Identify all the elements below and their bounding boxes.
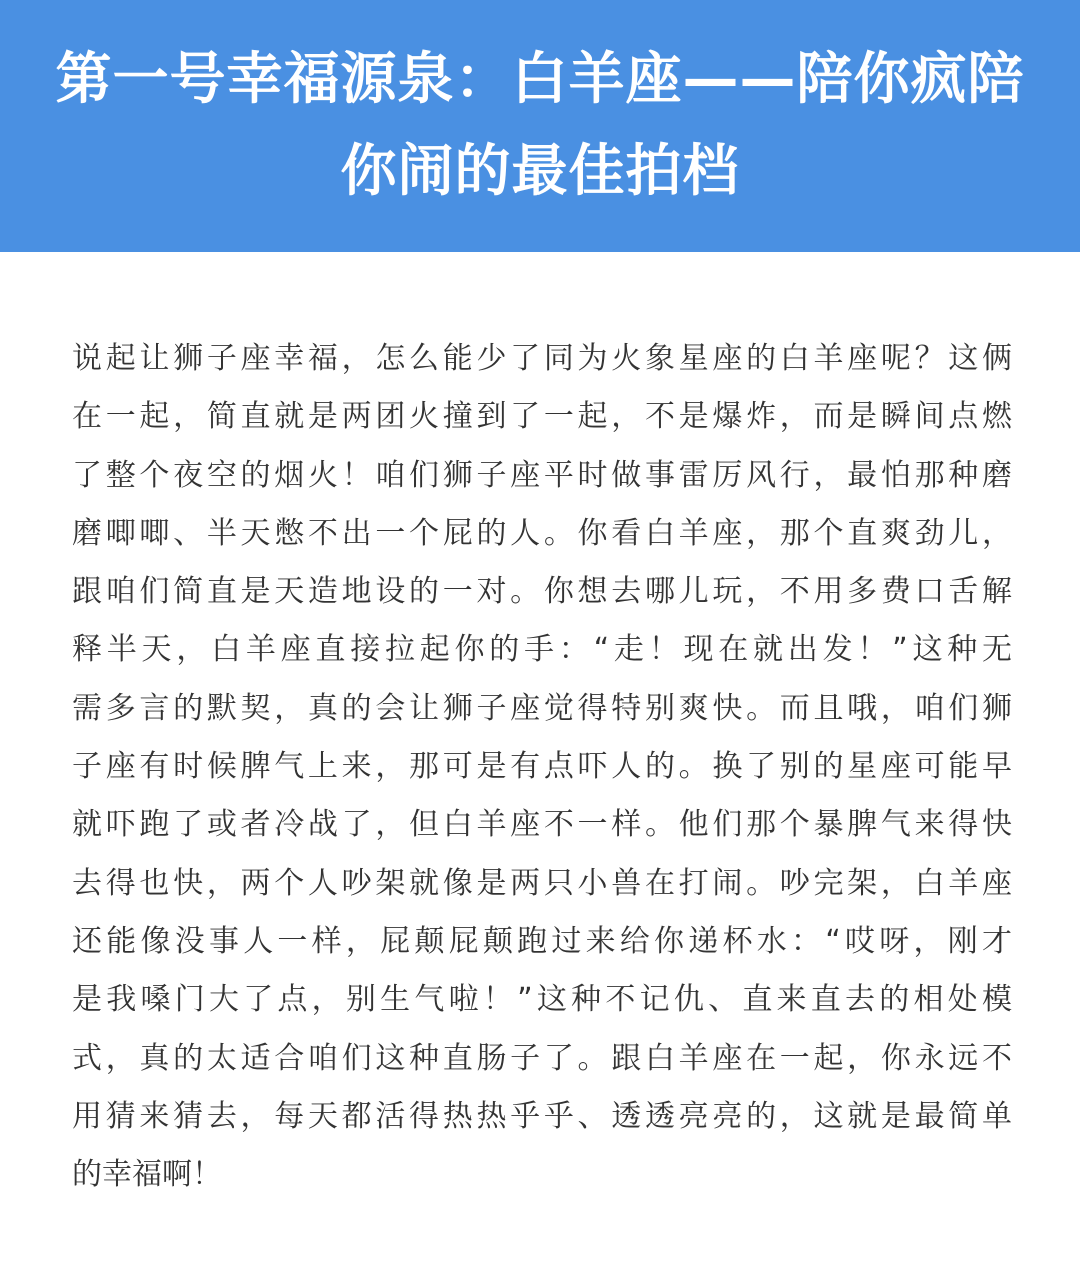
title-line-1: 第一号幸福源泉：白羊座——陪你疯陪 — [55, 47, 1025, 112]
article-line: 在一起，简直就是两团火撞到了一起，不是爆炸，而是瞬间点燃 — [72, 399, 1012, 435]
article-line: 需多言的默契，真的会让狮子座觉得特别爽快。而且哦，咱们狮 — [72, 690, 1012, 726]
article-line: 子座有时候脾气上来，那可是有点吓人的。换了别的星座可能早 — [72, 749, 1012, 785]
article-line: 释半天，白羊座直接拉起你的手：“走！现在就出发！”这种无 — [72, 632, 1012, 668]
article-line: 去得也快，两个人吵架就像是两只小兽在打闹。吵完架，白羊座 — [72, 865, 1012, 901]
article-line: 磨唧唧、半天憋不出一个屁的人。你看白羊座，那个直爽劲儿， — [72, 515, 1012, 551]
article-line: 用猜来猜去，每天都活得热热乎乎、透透亮亮的，这就是最简单 — [72, 1098, 1012, 1134]
article-line: 的幸福啊！ — [72, 1157, 222, 1193]
article-line: 就吓跑了或者冷战了，但白羊座不一样。他们那个暴脾气来得快 — [72, 807, 1012, 843]
article-line: 说起让狮子座幸福，怎么能少了同为火象星座的白羊座呢？这俩 — [72, 341, 1012, 376]
article-line: 跟咱们简直是天造地设的一对。你想去哪儿玩，不用多费口舌解 — [72, 574, 1012, 610]
article-body — [72, 330, 1012, 1204]
article-line: 还能像没事人一样，屁颠屁颠跑过来给你递杯水：“哎呀，刚才 — [72, 923, 1012, 959]
article-line: 式，真的太适合咱们这种直肠子了。跟白羊座在一起，你永远不 — [72, 1040, 1012, 1076]
header-banner — [0, 0, 1080, 252]
article-line: 是我嗓门大了点，别生气啦！”这种不记仇、直来直去的相处模 — [72, 982, 1012, 1018]
title-line-2: 你闹的最佳拍档 — [340, 139, 740, 204]
article-line: 了整个夜空的烟火！咱们狮子座平时做事雷厉风行，最怕那种磨 — [72, 457, 1012, 493]
